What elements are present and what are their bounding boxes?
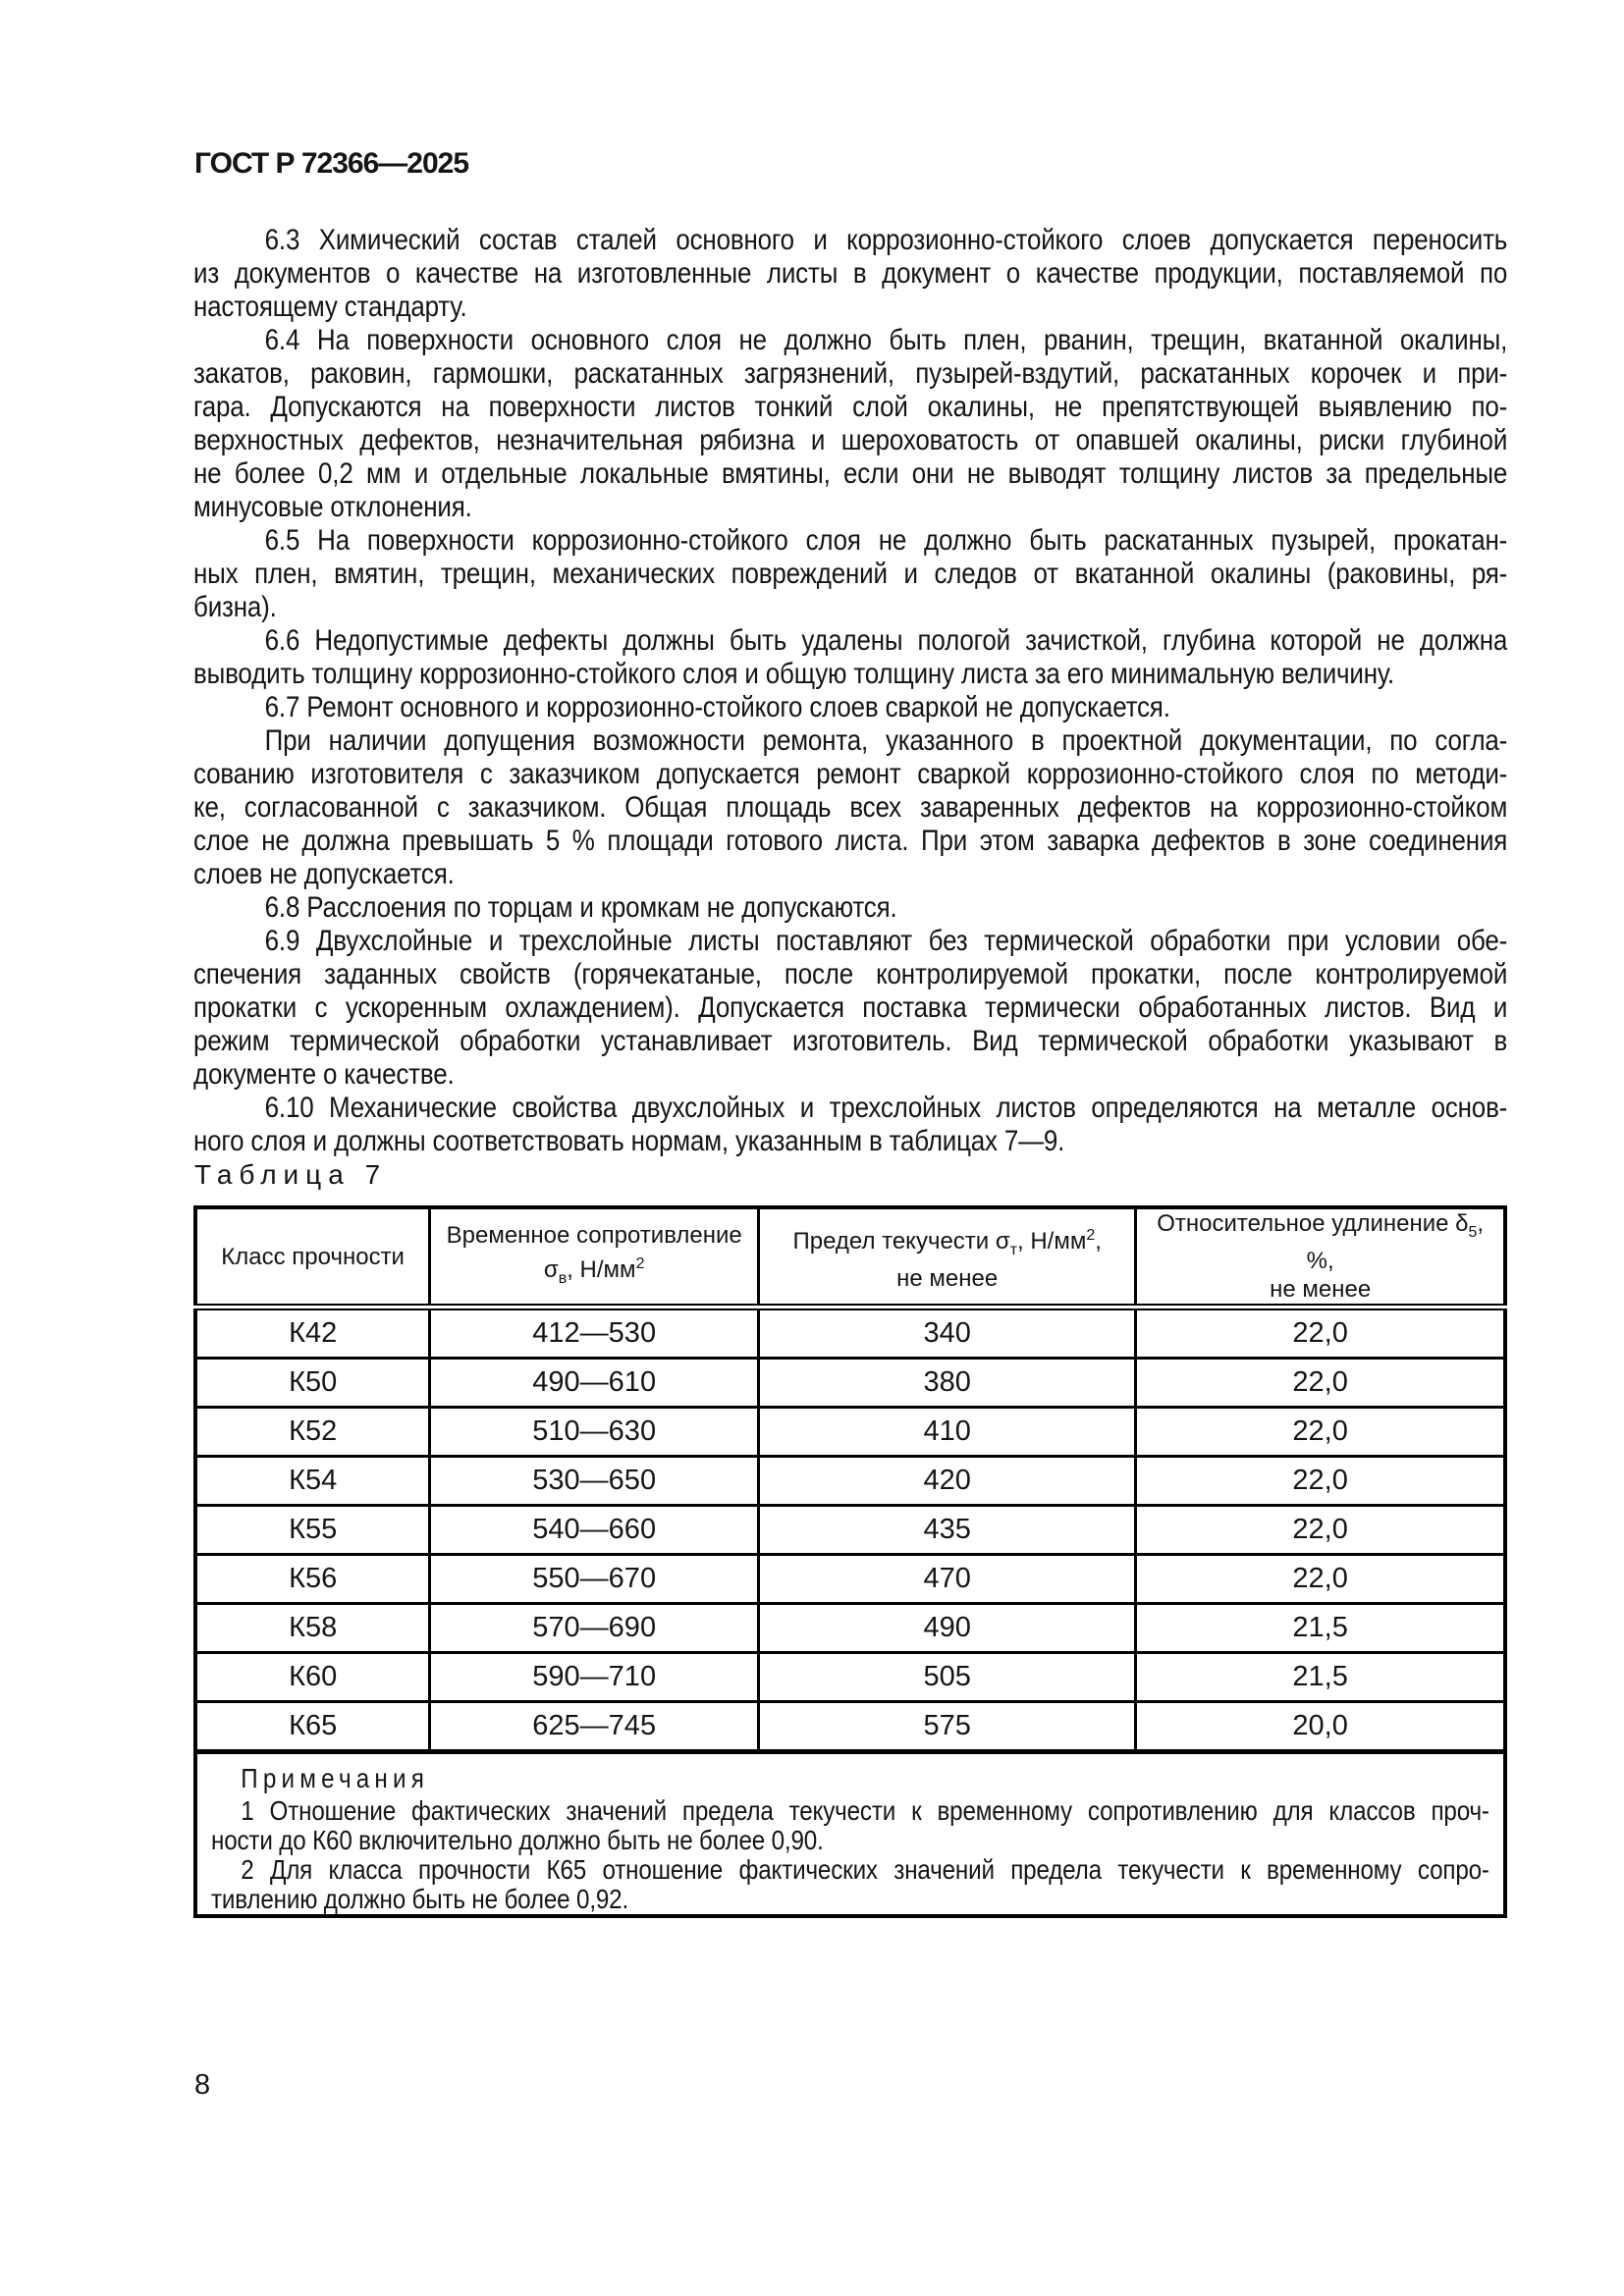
text-line: верхностных дефектов, незначительная рябизна и шероховатость от опавшей окалины, риски глубиной (193, 424, 1508, 456)
table-row (195, 1408, 1505, 1457)
text-line: сованию изготовителя с заказчиком допускается ремонт сваркой коррозионно-стойкого слоя по методи- (193, 758, 1508, 790)
paragraph (193, 224, 1507, 324)
table-cell: 570—690 (430, 1604, 759, 1653)
table-cell: 530—650 (430, 1457, 759, 1506)
table-body (195, 1308, 1505, 1917)
header-text: Относительное удлинение δ (1157, 1210, 1469, 1237)
table-cell: 490 (759, 1604, 1136, 1653)
table-cell: К50 (195, 1359, 430, 1408)
table-row (195, 1555, 1505, 1604)
text-line: 6.8 Расслоения по торцам и кромкам не допускаются. (264, 891, 897, 924)
text-line: не более 0,2 мм и отдельные локальные вмятины, если они не выводят толщину листов за предельные (193, 457, 1508, 490)
table-cell: 505 (759, 1653, 1136, 1702)
sub-text: 5 (1468, 1224, 1478, 1241)
text-line: 6.3 Химический состав сталей основного и коррозионно-стойкого слоев допускается переносить (264, 224, 1508, 256)
notes-block (211, 1764, 1489, 1914)
text-line: режим термической обработки устанавливает изготовитель. Вид термической обработки указывают в (193, 1025, 1508, 1057)
text-line: из документов о качестве на изготовленные листы в документ о качестве продукции, поставляемой по (193, 257, 1508, 290)
paragraph (193, 1092, 1507, 1158)
text-line: закатов, раковин, гармошки, раскатанных загрязнений, пузырей-вздутий, раскатанных корочек и при- (193, 357, 1508, 390)
header-text: , %, (1306, 1210, 1485, 1274)
header-text: не менее (896, 1264, 999, 1292)
sub-text: т (1009, 1241, 1018, 1258)
paragraph (193, 724, 1507, 891)
paragraph (193, 324, 1507, 524)
table-cell: 21,5 (1136, 1604, 1505, 1653)
table-cell: К58 (195, 1604, 430, 1653)
notes-row (195, 1752, 1505, 1917)
header-line (437, 1250, 751, 1293)
header-text: , (1095, 1227, 1102, 1255)
table-cell: 625—745 (430, 1702, 759, 1752)
table-row (195, 1653, 1505, 1702)
header-cell (430, 1207, 759, 1308)
header-line (1143, 1275, 1497, 1304)
table-cell: К65 (195, 1702, 430, 1752)
table-cell: 412—530 (430, 1308, 759, 1359)
table-cell: 410 (759, 1408, 1136, 1457)
header-line (1143, 1209, 1497, 1275)
header-cell (195, 1207, 430, 1308)
text-line: выводить толщину коррозионно-стойкого слоя и общую толщину листа за его минимальную величину. (193, 658, 1395, 690)
note-line: 1 Отношение фактических значений предела текучести к временному сопротивлению для классов проч- (241, 1796, 1489, 1826)
header-cell (759, 1207, 1136, 1308)
text-line: спечения заданных свойств (горячекатаные, после контролируемой прокатки, после контролируемой (193, 958, 1508, 990)
table-cell: 575 (759, 1702, 1136, 1752)
page-number: 8 (194, 2069, 211, 2101)
paragraph (193, 925, 1507, 1092)
table-caption: Таблица 7 (194, 1159, 388, 1190)
header-row (195, 1207, 1505, 1308)
table-cell: 22,0 (1136, 1506, 1505, 1555)
text-line: ных плен, вмятин, трещин, механических повреждений и следов от вкатанной окалины (раковины, ря- (193, 558, 1508, 590)
table-cell: 470 (759, 1555, 1136, 1604)
text-line: бизна). (193, 591, 277, 623)
text-line: 6.9 Двухслойные и трехслойные листы поставляют без термической обработки при условии обе- (264, 925, 1508, 957)
header-text: Предел текучести σ (792, 1227, 1010, 1255)
table-cell: К56 (195, 1555, 430, 1604)
note-line: 2 Для класса прочности К65 отношение фактических значений предела текучести к временному сопро- (241, 1855, 1489, 1885)
table-row (195, 1457, 1505, 1506)
table-cell: 540—660 (430, 1506, 759, 1555)
table-cell: 340 (759, 1308, 1136, 1359)
table-cell: 22,0 (1136, 1359, 1505, 1408)
table-cell: К60 (195, 1653, 430, 1702)
text-line: 6.10 Механические свойства двухслойных и трехслойных листов определяются на металле основ- (264, 1092, 1508, 1124)
header-text: Временное сопротивление (446, 1221, 742, 1249)
header-line (766, 1221, 1128, 1264)
sup-text: 2 (1086, 1226, 1096, 1244)
notes-title: Примечания (241, 1763, 430, 1793)
text-line: минусовые отклонения. (193, 491, 472, 523)
table-row (195, 1308, 1505, 1359)
text-line: 6.4 На поверхности основного слоя не должно быть плен, рванин, трещин, вкатанной окалины, (264, 324, 1508, 356)
table-cell: 20,0 (1136, 1702, 1505, 1752)
paragraph (193, 891, 1507, 925)
text-line: ного слоя и должны соответствовать нормам, указанным в таблицах 7—9. (193, 1125, 1065, 1157)
table-row (195, 1604, 1505, 1653)
text-line: документе о качестве. (193, 1058, 455, 1091)
note-item (211, 1796, 1489, 1855)
text-line: гара. Допускаются на поверхности листов тонкий слой окалины, не препятствующей выявлению по- (193, 391, 1508, 423)
text-line: прокатки с ускоренным охлаждением). Допускается поставка термически обработанных листов. Вид и (193, 991, 1508, 1024)
table-cell: 435 (759, 1506, 1136, 1555)
header-text: σ (543, 1255, 559, 1283)
text-line: 6.5 На поверхности коррозионно-стойкого слоя не должно быть раскатанных пузырей, прокатан- (264, 524, 1508, 557)
note-item (211, 1855, 1489, 1914)
body-text (193, 224, 1507, 1158)
table-cell: 22,0 (1136, 1555, 1505, 1604)
table-cell: 510—630 (430, 1408, 759, 1457)
header-line (203, 1243, 422, 1271)
table-cell: 22,0 (1136, 1408, 1505, 1457)
text-line: 6.6 Недопустимые дефекты должны быть удалены пологой зачисткой, глубина которой не должна (264, 624, 1508, 657)
table-cell: 550—670 (430, 1555, 759, 1604)
notes-cell (195, 1752, 1505, 1917)
table-cell: 22,0 (1136, 1457, 1505, 1506)
standard-number: ГОСТ Р 72366—2025 (194, 147, 469, 180)
table-head (195, 1207, 1505, 1308)
sup-text: 2 (635, 1255, 645, 1272)
table-cell: К42 (195, 1308, 430, 1359)
header-text: Класс прочности (221, 1243, 405, 1270)
header-text: , Н/мм (1017, 1227, 1087, 1255)
header-line (437, 1221, 751, 1250)
sub-text: в (558, 1269, 568, 1287)
paragraph (193, 624, 1507, 691)
paragraph (193, 524, 1507, 624)
table-cell: 490—610 (430, 1359, 759, 1408)
text-line: слое не должна превышать 5 % площади готового листа. При этом заварка дефектов в зоне соединения (193, 825, 1508, 857)
text-line: При наличии допущения возможности ремонта, указанного в проектной документации, по согла- (264, 724, 1508, 757)
text-line: слоев не допускается. (193, 858, 455, 890)
header-text: , Н/мм (567, 1255, 636, 1283)
header-text: не менее (1270, 1276, 1372, 1303)
table-row (195, 1359, 1505, 1408)
table-cell: 22,0 (1136, 1308, 1505, 1359)
table-cell: 380 (759, 1359, 1136, 1408)
table-row (195, 1506, 1505, 1555)
paragraph (193, 691, 1507, 724)
header-line (766, 1264, 1128, 1293)
table-cell: 420 (759, 1457, 1136, 1506)
text-line: настоящему стандарту. (193, 291, 467, 323)
table-row (195, 1702, 1505, 1752)
table-cell: К52 (195, 1408, 430, 1457)
table-cell: К54 (195, 1457, 430, 1506)
text-line: ке, согласованной с заказчиком. Общая площадь всех заваренных дефектов на коррозионно-стойком (193, 791, 1508, 824)
table-7 (193, 1205, 1507, 1918)
table-cell: К55 (195, 1506, 430, 1555)
header-cell (1136, 1207, 1505, 1308)
table-cell: 590—710 (430, 1653, 759, 1702)
note-line: ности до К60 включительно должно быть не более 0,90. (211, 1826, 824, 1855)
text-line: 6.7 Ремонт основного и коррозионно-стойкого слоев сваркой не допускается. (264, 691, 1170, 723)
table-cell: 21,5 (1136, 1653, 1505, 1702)
note-line: тивлению должно быть не более 0,92. (211, 1885, 629, 1914)
